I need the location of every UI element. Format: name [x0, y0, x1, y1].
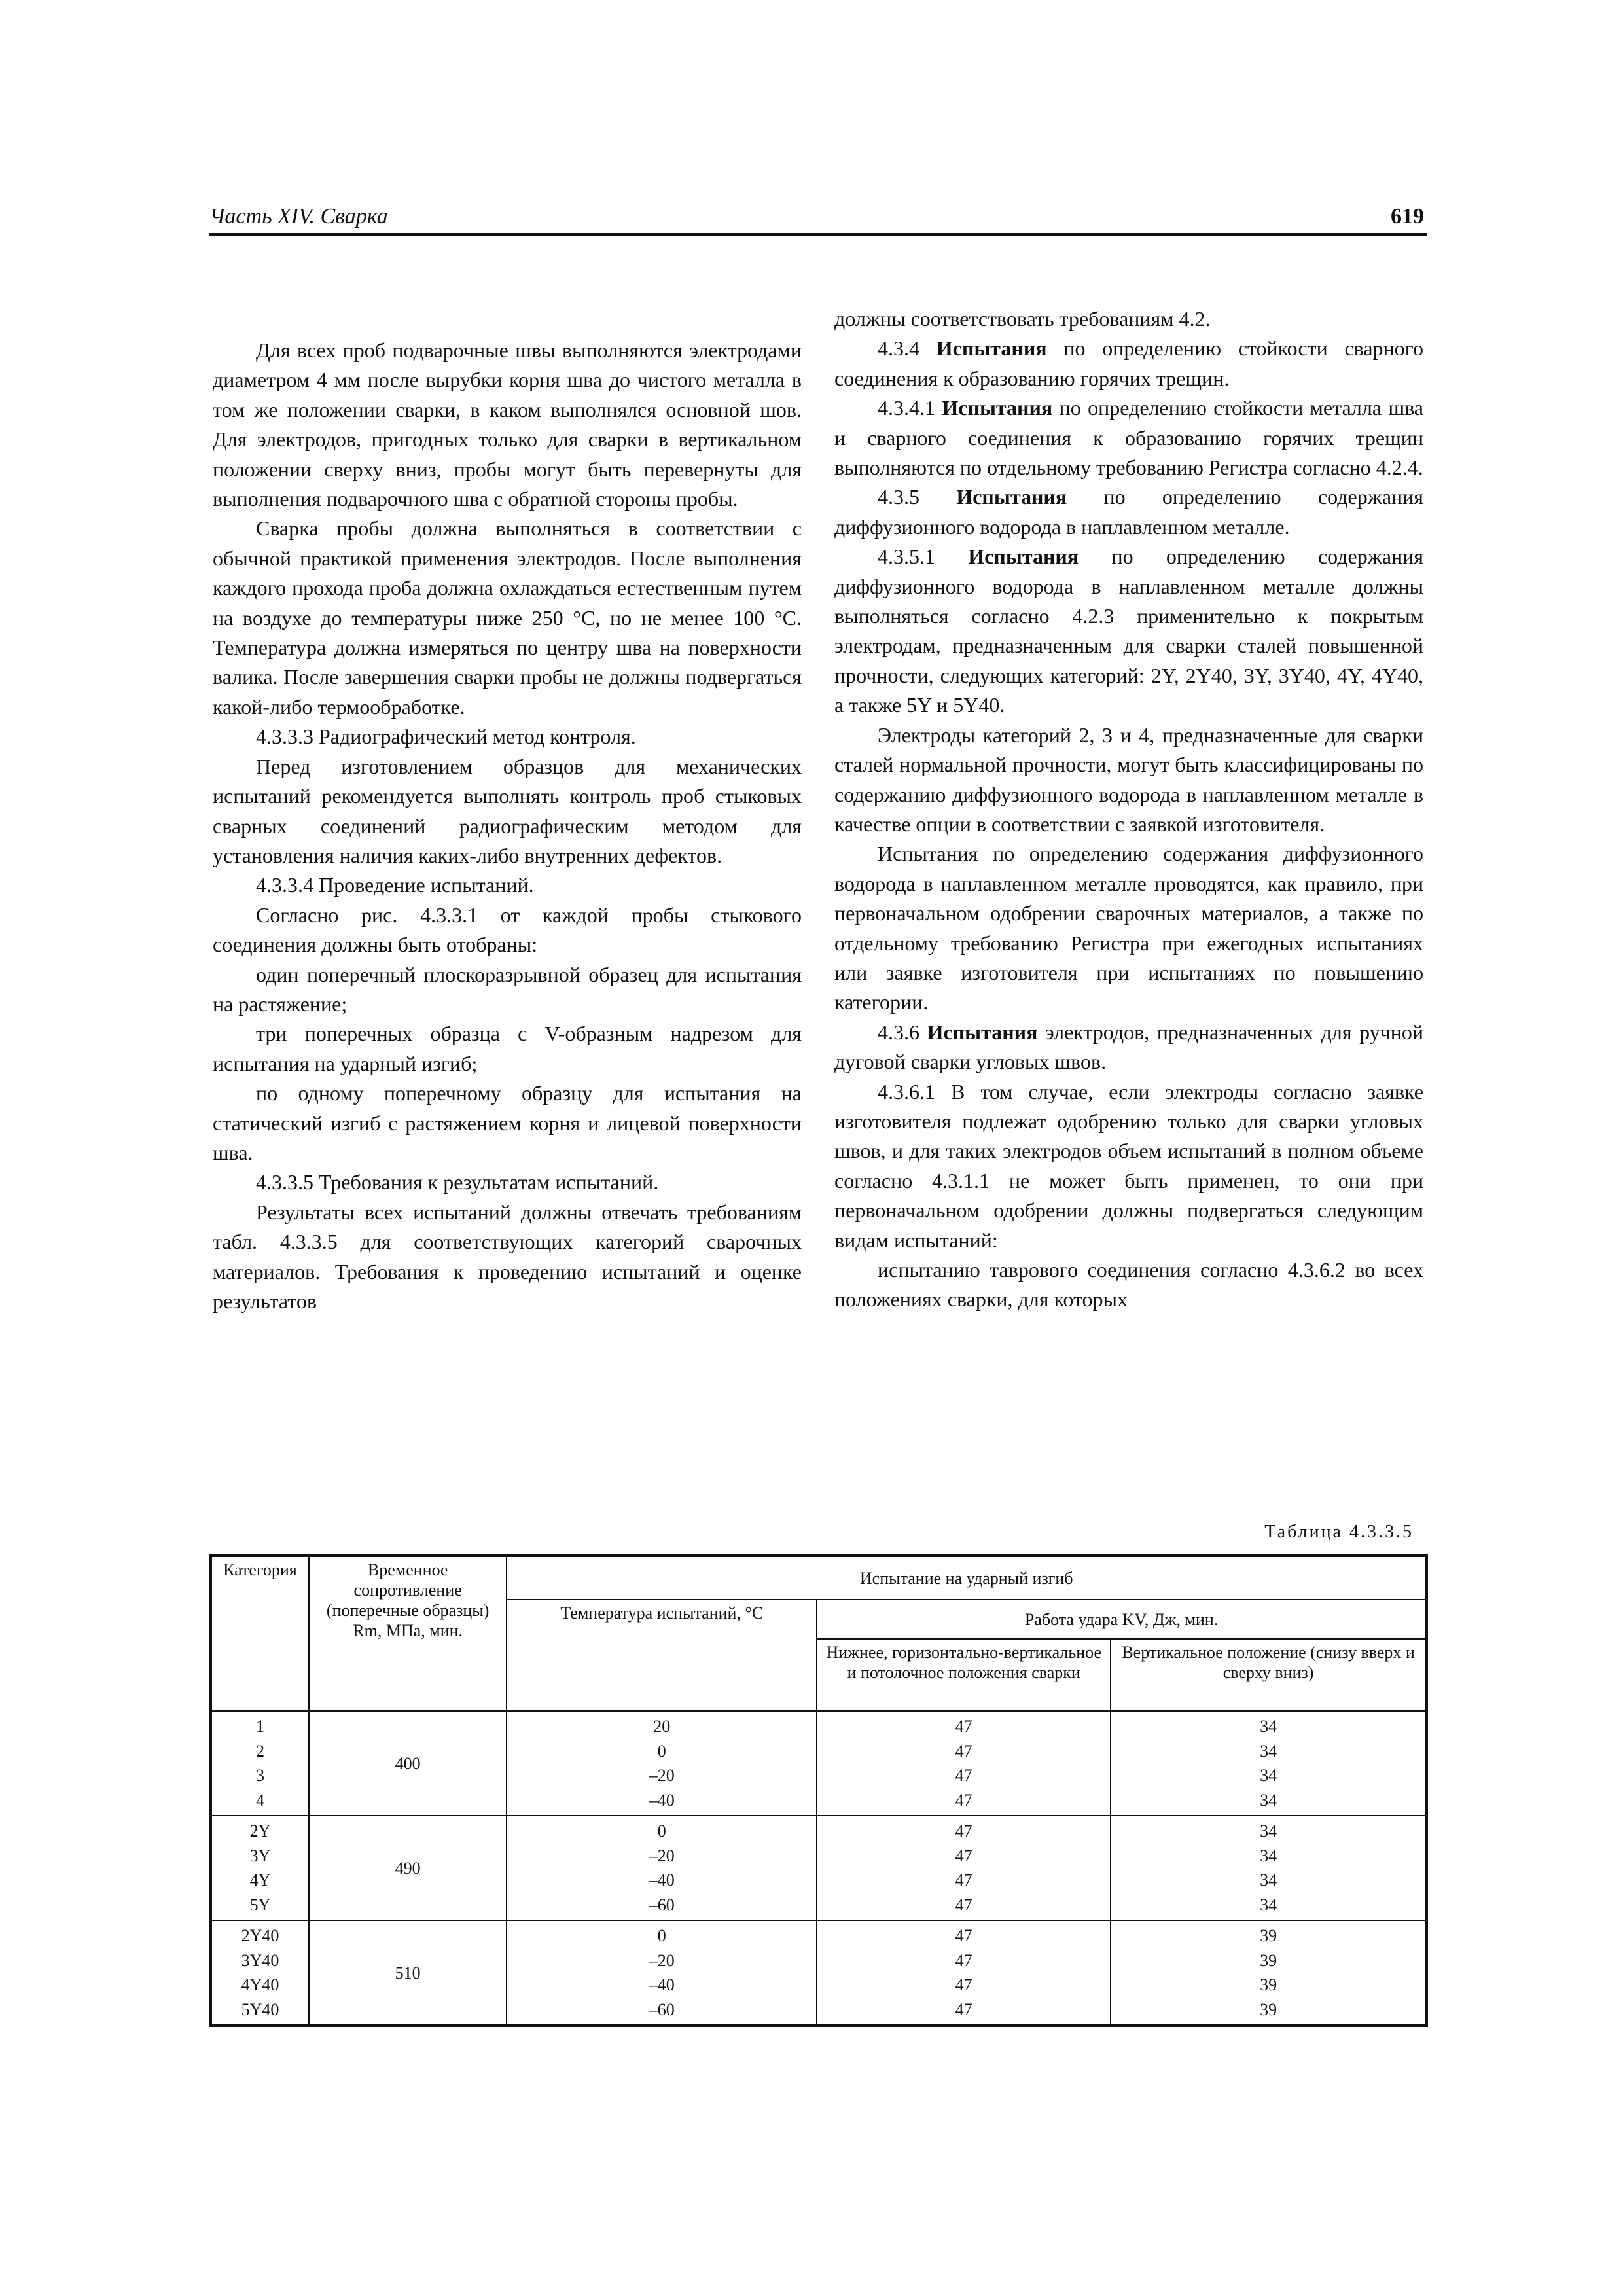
table-caption: Таблица 4.3.3.5 [1264, 1522, 1414, 1542]
category-cell [211, 1920, 309, 2026]
cell-value: 34 [1260, 1821, 1277, 1840]
paragraph: Перед изготовлением образцов для механических испытаний рекомендуется выполнять контроль проб стыковых сварных соединений радиографическим методом для установления наличия каких-либо внутренних дефектов. [213, 754, 802, 867]
cell-value: 2Y40 [241, 1926, 279, 1945]
paragraph-text: по определению содержания диффузионного водорода в наплавленном металле должны выполняться согласно 4.2.3 применительно к покрытым электродам, предназначенным для сварки сталей повышенной прочности, следующих категорий: 2Y, 2Y40, 3Y, 3Y40, 4Y, 4Y40, а также 5Y и 5Y40. [834, 545, 1424, 717]
paragraph: Сварка пробы должна выполняться в соответствии с обычной практикой применения электродов. После выполнения каждого прохода проба должна охлаждаться естественным путем на воздухе до температуры ниже 250 °С, но не менее 100 °С. Температура должна измеряться по центру шва на поверхности валика. После завершения сварки пробы не должны подвергаться какой-либо термообработке. [213, 516, 802, 719]
cell-value: –20 [649, 1766, 675, 1785]
paragraph: по одному поперечному образцу для испытания на статический изгиб с растяжением корня и лицевой поверхности шва. [213, 1081, 802, 1164]
paragraph: один поперечный плоскоразрывной образец для испытания на растяжение; [213, 962, 802, 1016]
header-vertical-position: Вертикальное положение (снизу вверх и сверху вниз) [1111, 1639, 1427, 1711]
cell-value: 47 [955, 1895, 972, 1914]
cell-value: 2 [255, 1741, 264, 1761]
paragraph-text: испытанию таврового соединения согласно 4.3.6.2 во всех положениях сварки, для которых [834, 1258, 1423, 1312]
header-flat-positions: Нижнее, горизонтально-вертикальное и потолочное положения сварки [817, 1639, 1111, 1711]
section-heading: Испытания [927, 1020, 1038, 1044]
cell-value: 1 [255, 1717, 264, 1736]
cell-value: 39 [1260, 2000, 1277, 2019]
category-cell [211, 1711, 309, 1816]
vertical-work-cell [1111, 1816, 1427, 1920]
cell-value: 47 [955, 1846, 972, 1865]
section-heading: Испытания [942, 396, 1053, 420]
section-number: 4.3.4 [878, 336, 919, 361]
cell-value: 34 [1260, 1741, 1277, 1761]
paragraph-text: Электроды категорий 2, 3 и 4, предназначенные для сварки сталей нормальной прочности, могут быть классифицированы по содержанию диффузионного водорода в наплавленном металле в качестве опции в соответствии с заявкой изготовителя. [834, 723, 1423, 836]
paragraph: Результаты всех испытаний должны отвечать требованиям табл. 4.3.3.5 для соответствующих категорий сварочных материалов. Требования к проведению испытаний и оценке результатов [213, 1200, 802, 1313]
section-heading: Испытания [968, 545, 1079, 569]
cell-value: 39 [1260, 1950, 1277, 1970]
paragraph-text: должны соответствовать требованиям 4.2. [834, 307, 1211, 331]
cell-value: –40 [649, 1790, 675, 1810]
paragraph: 4.3.3.3 Радиографический метод контроля. [256, 725, 636, 749]
cell-value: 4 [255, 1790, 264, 1810]
cell-value: 5Y40 [241, 2000, 279, 2019]
header-tensile-unit: Rm, МПа, мин. [353, 1621, 463, 1640]
section-number: 4.3.6.1 [878, 1079, 935, 1103]
section-number: 4.3.6 [878, 1020, 919, 1044]
paragraph: 4.3.3.5 Требования к результатам испытаний. [256, 1170, 659, 1194]
section-number: 4.3.4.1 [878, 396, 935, 420]
cell-value: 3Y40 [241, 1950, 279, 1970]
paragraph-text: по определению стойкости сварного соединения к образованию горячих трещин. [834, 336, 1424, 390]
paragraph [834, 1077, 1423, 1255]
cell-value: –40 [649, 1975, 675, 1994]
cell-value: 34 [1260, 1895, 1277, 1914]
cell-value: 2Y [249, 1821, 271, 1840]
paragraph-text: по определению содержания диффузионного водорода в наплавленном металле. [834, 485, 1424, 539]
paragraph: три поперечных образца с V-образным надрезом для испытания на ударный изгиб; [213, 1022, 802, 1075]
paragraph [834, 721, 1423, 840]
paragraph [834, 1255, 1423, 1315]
header-impact: Испытание на ударный изгиб [507, 1556, 1427, 1600]
cell-value: –40 [649, 1871, 675, 1890]
paragraph: Для всех проб подварочные швы выполняются электродами диаметром 4 мм после вырубки корня шва до чистого металла в том же положении сварки, в каком выполнялся основной шов. Для электродов, пригодных только для сварки в вертикальном положении сверху вниз, пробы могут быть перевернуты для выполнения подварочного шва с обратной стороны пробы. [213, 338, 802, 511]
cell-value: 3 [255, 1766, 264, 1785]
paragraph-text: по определению стойкости металла шва и сварного соединения к образованию горячих трещин выполняются по отдельному требованию Регистра согласно 4.2.4. [834, 396, 1423, 480]
cell-value: –20 [649, 1846, 675, 1865]
tensile-cell: 510 [309, 1920, 507, 2026]
cell-value: 47 [955, 1926, 972, 1945]
paragraph-text: Испытания по определению содержания диффузионного водорода в наплавленном металле проводятся, как правило, при первоначальном одобрении сварочных материалов, а также по отдельному требованию Регистра при ежегодных испытаниях или заявке изготовителя при испытаниях по повышению категории. [834, 842, 1423, 1014]
cell-value: 0 [657, 1821, 666, 1840]
cell-value: 34 [1260, 1790, 1277, 1810]
cell-value: 4Y [249, 1871, 271, 1890]
cell-value: 47 [955, 1950, 972, 1970]
cell-value: 34 [1260, 1846, 1277, 1865]
tensile-cell: 400 [309, 1711, 507, 1816]
section-heading: Испытания [956, 485, 1067, 509]
table-header-row [211, 1556, 1427, 1600]
section-number: 4.3.5.1 [878, 545, 935, 569]
cell-value: 47 [955, 2000, 972, 2019]
paragraph [834, 334, 1423, 393]
header-temperature: Температура испытаний, °С [507, 1600, 817, 1711]
category-cell [211, 1816, 309, 1920]
cell-value: 47 [955, 1717, 972, 1736]
paragraph-text: В том случае, если электроды согласно заявке изготовителя подлежат одобрению только для сварки угловых швов, и для таких электродов объем испытаний в полном объеме согласно 4.3.1.1 не может быть применен, то они при первоначальном одобрении должны подвергаться следующим видам испытаний: [834, 1079, 1424, 1252]
cell-value: 4Y40 [241, 1975, 279, 1994]
cell-value: 34 [1260, 1717, 1277, 1736]
cell-value: 3Y [249, 1846, 271, 1865]
cell-value: 20 [653, 1717, 671, 1736]
paragraph [834, 1018, 1423, 1077]
header-category: Категория [211, 1556, 309, 1711]
vertical-work-cell [1111, 1920, 1427, 2026]
section-heading: Испытания [936, 336, 1047, 361]
cell-value: –60 [649, 1895, 675, 1914]
cell-value: 47 [955, 1741, 972, 1761]
table-row [211, 1816, 1427, 1920]
cell-value: –20 [649, 1950, 675, 1970]
page-number: 619 [1391, 204, 1424, 228]
cell-value: 47 [955, 1790, 972, 1810]
cell-value: 5Y [249, 1895, 271, 1914]
paragraph: 4.3.3.4 Проведение испытаний. [256, 873, 534, 897]
paragraph [834, 393, 1423, 482]
cell-value: 47 [955, 1766, 972, 1785]
paragraph: Согласно рис. 4.3.3.1 от каждой пробы стыкового соединения должны быть отобраны: [213, 903, 802, 957]
requirements-table [209, 1554, 1428, 2027]
paragraph-text: электродов, предназначенных для ручной дуговой сварки угловых швов. [834, 1020, 1424, 1074]
cell-value: 39 [1260, 1975, 1277, 1994]
cell-value: 34 [1260, 1871, 1277, 1890]
flat-work-cell [817, 1816, 1111, 1920]
cell-value: 47 [955, 1821, 972, 1840]
header-tensile [309, 1556, 507, 1711]
tensile-cell: 490 [309, 1816, 507, 1920]
section-title: Часть XIV. Сварка [209, 204, 388, 228]
flat-work-cell [817, 1920, 1111, 2026]
left-column [213, 336, 802, 1316]
paragraph [834, 839, 1423, 1017]
cell-value: 47 [955, 1871, 972, 1890]
cell-value: 47 [955, 1975, 972, 1994]
cell-value: 0 [657, 1926, 666, 1945]
header-work: Работа удара KV, Дж, мин. [817, 1600, 1427, 1639]
right-column [834, 304, 1423, 1315]
cell-value: –60 [649, 2000, 675, 2019]
table-row [211, 1711, 1427, 1816]
header-tensile-label: Временное сопротивление (поперечные образцы) [326, 1560, 490, 1620]
cell-value: 34 [1260, 1766, 1277, 1785]
temperature-cell [507, 1816, 817, 1920]
table-row [211, 1920, 1427, 2026]
paragraph [834, 304, 1423, 334]
paragraph [834, 542, 1423, 720]
temperature-cell [507, 1920, 817, 2026]
flat-work-cell [817, 1711, 1111, 1816]
cell-value: 39 [1260, 1926, 1277, 1945]
cell-value: 0 [657, 1741, 666, 1761]
temperature-cell [507, 1711, 817, 1816]
running-header [209, 196, 1427, 236]
paragraph [834, 482, 1423, 542]
vertical-work-cell [1111, 1711, 1427, 1816]
section-number: 4.3.5 [878, 485, 919, 509]
